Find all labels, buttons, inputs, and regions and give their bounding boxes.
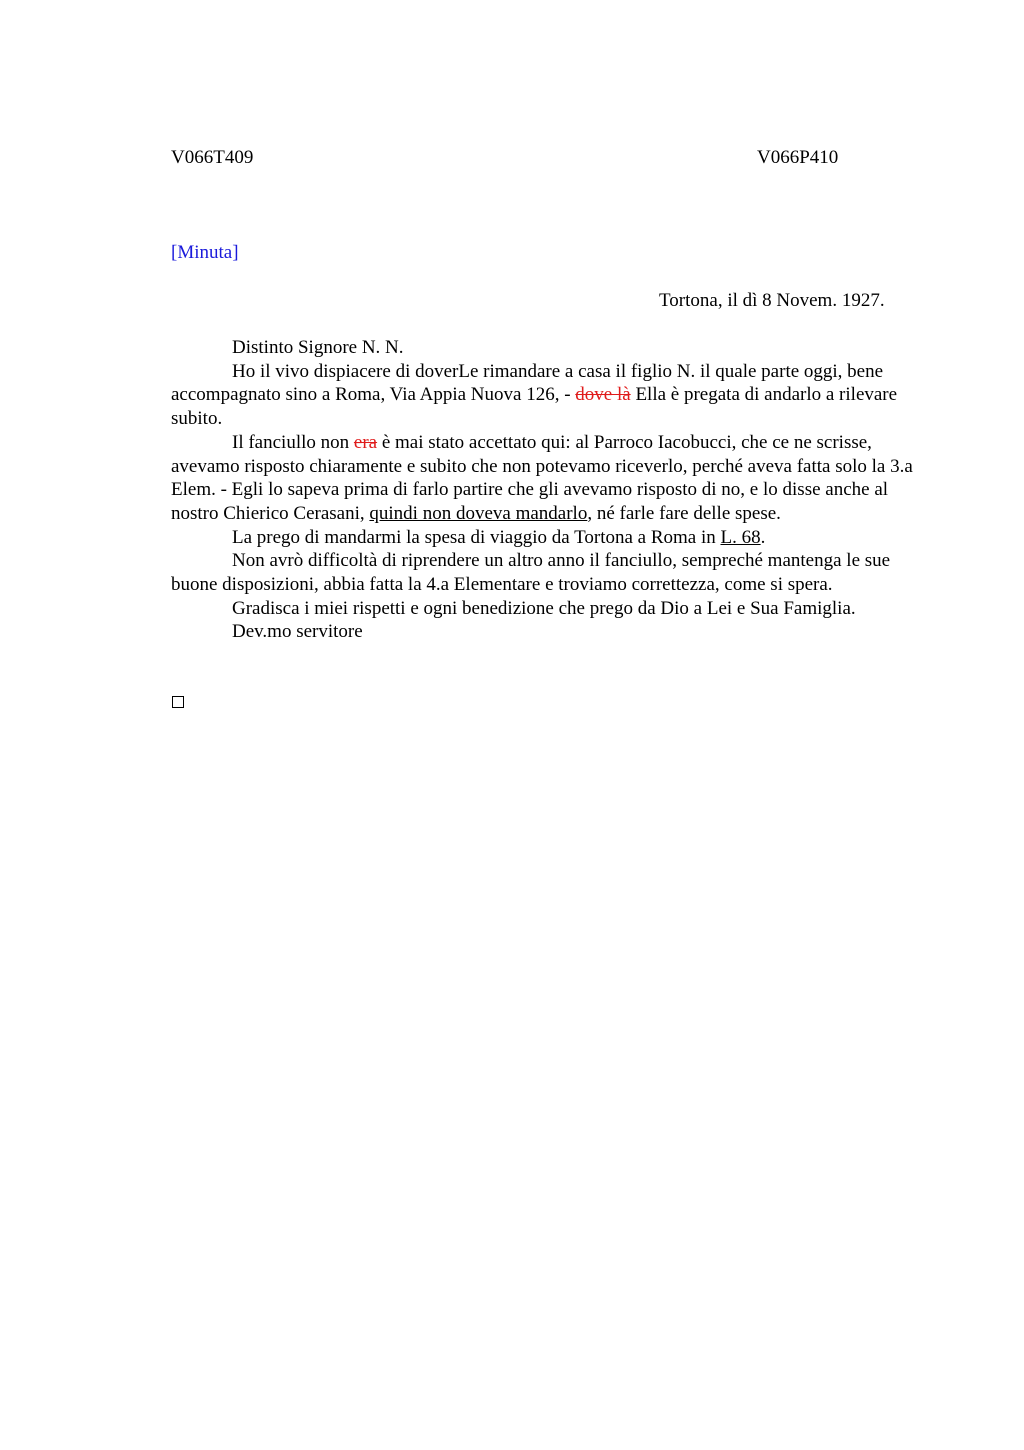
paragraph-3-text-b: . <box>760 526 766 548</box>
closing: Dev.mo servitore <box>232 621 363 643</box>
draft-label: [Minuta] <box>171 242 239 263</box>
deleted-text: era <box>353 431 378 453</box>
paragraph-2 <box>171 431 931 526</box>
document-code-right: V066P410 <box>757 147 839 168</box>
underlined-amount: L. 68 <box>720 526 761 548</box>
paragraph-3 <box>171 526 931 550</box>
paragraph-3-text-a: La prego di mandarmi la spesa di viaggio da Tortona a Roma in <box>232 526 721 548</box>
paragraph-2-text-b: è mai stato accettato qui: al Parroco Iacobucci, che ce ne scrisse, avevamo risposto chiaramente e subito che non potevamo riceverlo, perché aveva fatta solo la 3.a Elem. - Egli lo sapeva prima di farlo partire che gli avevamo risposto di no, e lo disse anche al nostro Chierico Cerasani, <box>171 431 913 524</box>
paragraph-2-text-c: , né farle fare delle spese. <box>587 502 781 524</box>
salutation: Distinto Signore N. N. <box>232 337 404 358</box>
letter-body <box>171 336 931 644</box>
paragraph-1 <box>171 360 931 431</box>
paragraph-4: Non avrò difficoltà di riprendere un altro anno il fanciullo, sempreché mantenga le sue buone disposizioni, abbia fatta la 4.a Elementare e troviamo correttezza, come si spera. <box>171 550 891 596</box>
underlined-text: quindi non doveva mandarlo <box>369 502 588 524</box>
letter-date: Tortona, il dì 8 Novem. 1927. <box>659 290 885 311</box>
document-code-left: V066T409 <box>171 147 254 168</box>
paragraph-2-text-a: Il fanciullo non <box>232 431 354 453</box>
deleted-text: dove là <box>575 384 631 406</box>
paragraph-1-text-b: Ella è pregata di andarlo a rilevare subito. <box>171 384 898 430</box>
paragraph-5: Gradisca i miei rispetti e ogni benedizione che prego da Dio a Lei e Sua Famiglia. <box>232 597 856 619</box>
checkbox-icon <box>172 696 184 708</box>
paragraph-1-text-a: Ho il vivo dispiacere di doverLe rimandare a casa il figlio N. il quale parte oggi, bene accompagnato sino a Roma, Via Appia Nuova 126, - <box>171 360 884 406</box>
